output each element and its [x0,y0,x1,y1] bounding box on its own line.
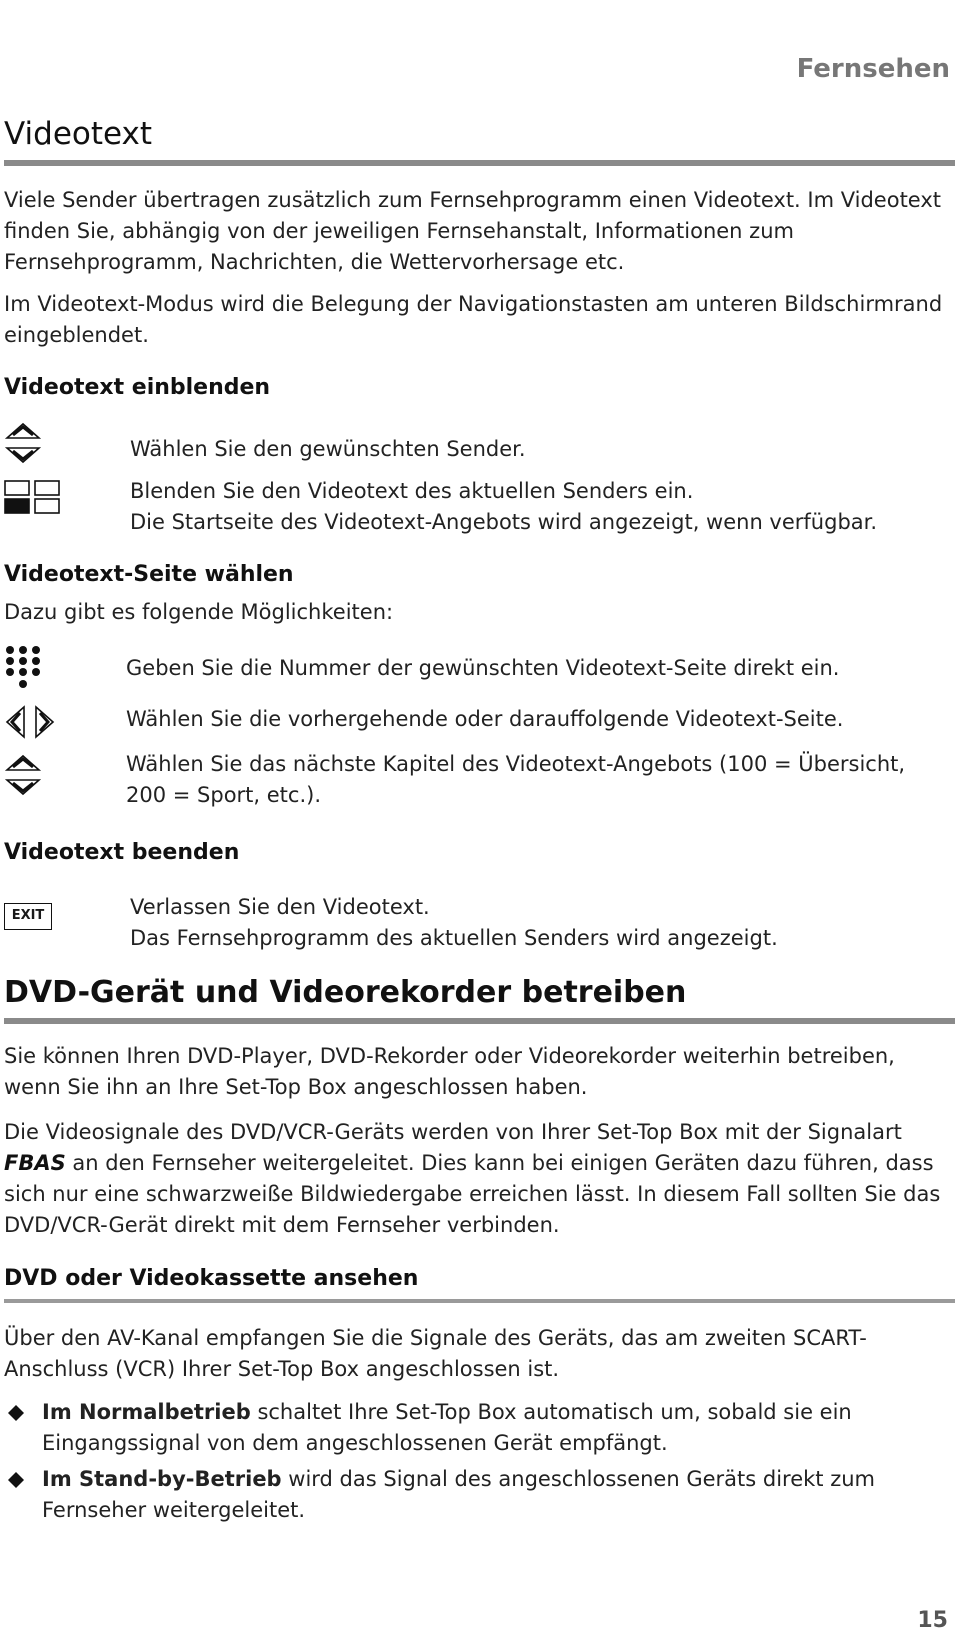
option-next-chapter-cont: 200 = Sport, etc.). [126,783,321,807]
bullet-normal-mode [42,1397,942,1459]
step-show-videotext: Blenden Sie den Videotext des aktuellen Senders ein. [130,479,694,503]
chapter-up-down-icon [4,752,42,798]
option-next-chapter: Wählen Sie das nächste Kapitel des Videotext-Angebots (100 = Übersicht, [126,752,906,776]
bullet-standby-mode-label: Im Stand-by-Betrieb [42,1467,282,1491]
option-prev-next-page: Wählen Sie die vorhergehende oder darauffolgende Videotext-Seite. [126,707,844,731]
section-rule [4,1018,955,1024]
paragraph-dvd-signal-post: an den Fernseher weitergeleitet. Dies kann bei einigen Geräten dazu führen, dass sich nur eine schwarzweiße Bildwiedergabe erreichen lässt. In diesem Fall sollten Sie das DVD/VCR-Gerät direkt mit dem Fernseher verbinden. [4,1151,941,1237]
page-number: 15 [917,1608,948,1633]
running-header: Fernsehen [796,54,950,84]
paragraph-dvd-signal-pre: Die Videosignale des DVD/VCR-Geräts werden von Ihrer Set-Top Box mit der Signalart [4,1120,902,1144]
section-rule [4,160,955,166]
bullet-standby-mode-text: wird das Signal des angeschlossenen Geräts direkt zum Fernseher weitergeleitet. [42,1467,875,1522]
bullet-standby-mode [42,1464,942,1526]
section-title-dvd: DVD-Gerät und Videorekorder betreiben [4,975,687,1010]
option-enter-number: Geben Sie die Nummer der gewünschten Videotext-Seite direkt ein. [126,656,840,680]
step-select-channel: Wählen Sie den gewünschten Sender. [130,437,526,461]
bullet-diamond-icon [8,1405,24,1421]
subheading-seite-waehlen: Videotext-Seite wählen [4,562,294,587]
subsection-rule [4,1299,955,1303]
exit-key-icon: EXIT [4,903,52,930]
paragraph-dvd-signal [4,1117,944,1241]
step-program-shown: Das Fernsehprogramm des aktuellen Senders wird angezeigt. [130,926,778,950]
bullet-normal-mode-text: schaltet Ihre Set-Top Box automatisch um, sobald sie ein Eingangssignal von dem angeschlossenen Gerät empfängt. [42,1400,852,1455]
videotext-key-icon [4,480,62,514]
step-leave-videotext: Verlassen Sie den Videotext. [130,895,430,919]
left-right-icon [4,705,56,739]
paragraph-av-channel: Über den AV-Kanal empfangen Sie die Signale des Geräts, das am zweiten SCART-Anschluss (VCR) Ihrer Set-Top Box angeschlossen ist. [4,1326,867,1381]
paragraph-options-intro: Dazu gibt es folgende Möglichkeiten: [4,600,394,624]
bullet-diamond-icon [8,1472,24,1488]
paragraph-intro: Viele Sender übertragen zusätzlich zum Fernsehprogramm einen Videotext. Im Videotext finden Sie, abhängig von der jeweiligen Fernsehanstalt, Informationen zum Fernsehprogramm, Nachrichten, die Wettervorhersage etc. [4,188,942,274]
bullet-normal-mode-label: Im Normalbetrieb [42,1400,251,1424]
section-title-videotext: Videotext [4,116,153,152]
subheading-beenden: Videotext beenden [4,840,240,865]
numeric-keypad-icon [4,645,44,691]
paragraph-dvd-intro: Sie können Ihren DVD-Player, DVD-Rekorder oder Videorekorder weiterhin betreiben, wenn Sie ihn an Ihre Set-Top Box angeschlossen haben. [4,1044,895,1099]
paragraph-mode: Im Videotext-Modus wird die Belegung der Navigationstasten am unteren Bildschirmrand eingeblendet. [4,292,943,347]
subheading-dvd-ansehen: DVD oder Videokassette ansehen [4,1266,419,1291]
step-startpage-info: Die Startseite des Videotext-Angebots wird angezeigt, wenn verfügbar. [130,510,878,534]
channel-up-down-icon [4,420,42,466]
signal-type-emphasis: FBAS [4,1151,66,1175]
subheading-einblenden: Videotext einblenden [4,375,271,400]
